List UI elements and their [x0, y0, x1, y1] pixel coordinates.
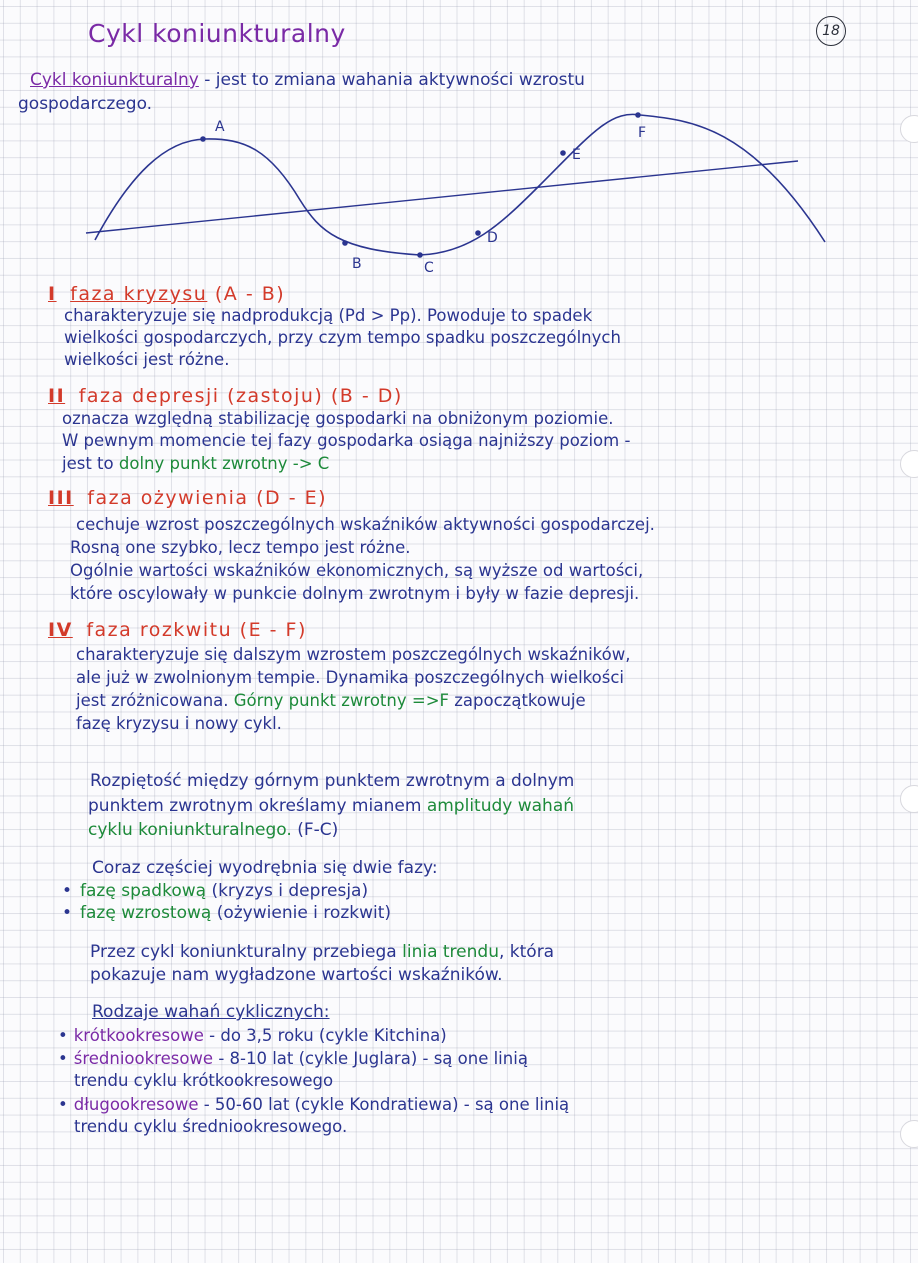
short-term-desc: - do 3,5 roku (cykle Kitchina): [203, 1026, 447, 1045]
phase-4-line: charakteryzuje się dalszym wzrostem poszczególnych wskaźników,: [76, 645, 631, 664]
chart-point-c: [417, 252, 423, 258]
definition-term: Cykl koniunkturalny: [30, 70, 199, 90]
phase-3-line: Rosną one szybko, lecz tempo jest różne.: [70, 538, 411, 557]
bullet: •: [58, 1026, 68, 1045]
trend-text: Przez cykl koniunkturalny przebiega: [90, 942, 397, 962]
types-item-cont: trendu cyklu średniookresowego.: [74, 1117, 348, 1136]
phase-3-range: (D - E): [248, 487, 328, 509]
chart-point-b: [342, 240, 348, 246]
rising-phase: fazę wzrostową: [80, 903, 212, 923]
two-phases-item: [62, 903, 391, 923]
phase-1-line: wielkości jest różne.: [64, 350, 230, 369]
phase-3-heading: [48, 488, 327, 508]
chart-point-label-f: F: [638, 125, 647, 141]
chart-point-label-d: D: [487, 230, 498, 246]
two-phases-item: [62, 881, 368, 901]
phase-4-range: (E - F): [232, 619, 307, 641]
chart-point-d: [475, 230, 481, 236]
trend-tail: , która: [498, 942, 555, 962]
rising-phase-desc: (ożywienie i rozkwit): [211, 903, 392, 923]
phase-4-title: faza rozkwitu: [86, 619, 233, 641]
bullet: •: [58, 1095, 68, 1114]
phase-2-heading: [48, 386, 403, 406]
trend-term: linia trendu: [396, 942, 499, 962]
definition-text: - jest to zmiana wahania aktywności wzrostu: [198, 70, 585, 90]
types-item-cont: trendu cyklu krótkookresowego: [74, 1071, 334, 1090]
trend-line-1: [90, 942, 554, 962]
phase-2-range: (B - D): [323, 385, 403, 407]
phase-1-title: faza kryzysu: [70, 283, 208, 305]
phase-4-text: jest zróżnicowana.: [76, 691, 229, 710]
amplitude-term-cont: cyklu koniunkturalnego.: [88, 820, 292, 840]
phase-2-text: jest to: [62, 454, 114, 473]
cycle-curve: [95, 114, 825, 255]
phase-3-line: Ogólnie wartości wskaźników ekonomicznych, są wyższe od wartości,: [70, 561, 644, 580]
amplitude-line-3: [88, 820, 338, 840]
phase-1-number: I: [48, 283, 57, 305]
phase-4-line: [76, 691, 586, 711]
amplitude-text: punktem zwrotnym określamy mianem: [88, 796, 422, 816]
bullet: •: [62, 881, 73, 901]
phase-1-range: (A - B): [207, 283, 286, 305]
phase-2-number: II: [48, 385, 66, 407]
types-item: [58, 1026, 447, 1046]
phase-3-number: III: [48, 487, 74, 509]
phase-2-title: faza depresji (zastoju): [78, 385, 324, 407]
trend-line-2: pokazuje nam wygładzone wartości wskaźników.: [90, 965, 503, 985]
phase-4-text-tail: zapoczątkowuje: [449, 691, 586, 710]
upper-turning-point: Górny punkt zwrotny =>F: [228, 691, 450, 710]
phase-1-line: charakteryzuje się nadprodukcją (Pd > Pp). Powoduje to spadek: [64, 306, 593, 325]
chart-point-label-b: B: [352, 256, 362, 272]
phase-3-line: cechuje wzrost poszczególnych wskaźników aktywności gospodarczej.: [76, 515, 655, 534]
chart-point-a: [200, 136, 206, 142]
phase-4-number: IV: [48, 619, 73, 641]
bullet: •: [62, 903, 73, 923]
medium-term-label: średniookresowe: [73, 1049, 214, 1068]
phase-4-line: ale już w zwolnionym tempie. Dynamika poszczególnych wielkości: [76, 668, 624, 687]
amplitude-term: amplitudy wahań: [421, 796, 575, 816]
types-item: [58, 1095, 569, 1115]
page-title: Cykl koniunkturalny: [88, 19, 346, 48]
amplitude-range: (F-C): [291, 820, 339, 840]
amplitude-line-2: [88, 796, 574, 816]
page-number: 18: [816, 16, 846, 46]
chart-point-label-e: E: [572, 147, 581, 163]
phase-4-line: fazę kryzysu i nowy cykl.: [76, 714, 282, 733]
phase-2-line: oznacza względną stabilizację gospodarki na obniżonym poziomie.: [62, 409, 614, 428]
chart-point-label-a: A: [215, 119, 225, 135]
chart-point-f: [635, 112, 641, 118]
phase-3-line: które oscylowały w punkcie dolnym zwrotnym i były w fazie depresji.: [70, 584, 640, 603]
lower-turning-point: dolny punkt zwrotny -> C: [113, 454, 330, 473]
types-heading: Rodzaje wahań cyklicznych:: [92, 1002, 330, 1022]
falling-phase: fazę spadkową: [80, 881, 207, 901]
long-term-label: długookresowe: [73, 1095, 199, 1114]
medium-term-desc: - 8-10 lat (cykle Juglara) - są one linią: [213, 1049, 528, 1068]
phase-4-heading: [48, 620, 307, 640]
chart-point-e: [560, 150, 566, 156]
phase-2-line: W pewnym momencie tej fazy gospodarka osiąga najniższy poziom -: [62, 431, 631, 450]
types-item: [58, 1049, 528, 1069]
phase-3-title: faza ożywienia: [87, 487, 249, 509]
falling-phase-desc: (kryzys i depresja): [206, 881, 369, 901]
long-term-desc: - 50-60 lat (cykle Kondratiewa) - są one linią: [198, 1095, 570, 1114]
phase-2-line: [62, 454, 329, 474]
phase-1-heading: [48, 284, 285, 304]
definition-line-2: gospodarczego.: [18, 94, 153, 114]
two-phases-intro: Coraz częściej wyodrębnia się dwie fazy:: [92, 858, 438, 878]
trend-line: [86, 161, 798, 233]
phase-1-line: wielkości gospodarczych, przy czym tempo spadku poszczególnych: [64, 328, 621, 347]
amplitude-line-1: Rozpiętość między górnym punktem zwrotnym a dolnym: [90, 771, 575, 791]
short-term-label: krótkookresowe: [73, 1026, 204, 1045]
bullet: •: [58, 1049, 68, 1068]
chart-point-label-c: C: [424, 260, 434, 276]
